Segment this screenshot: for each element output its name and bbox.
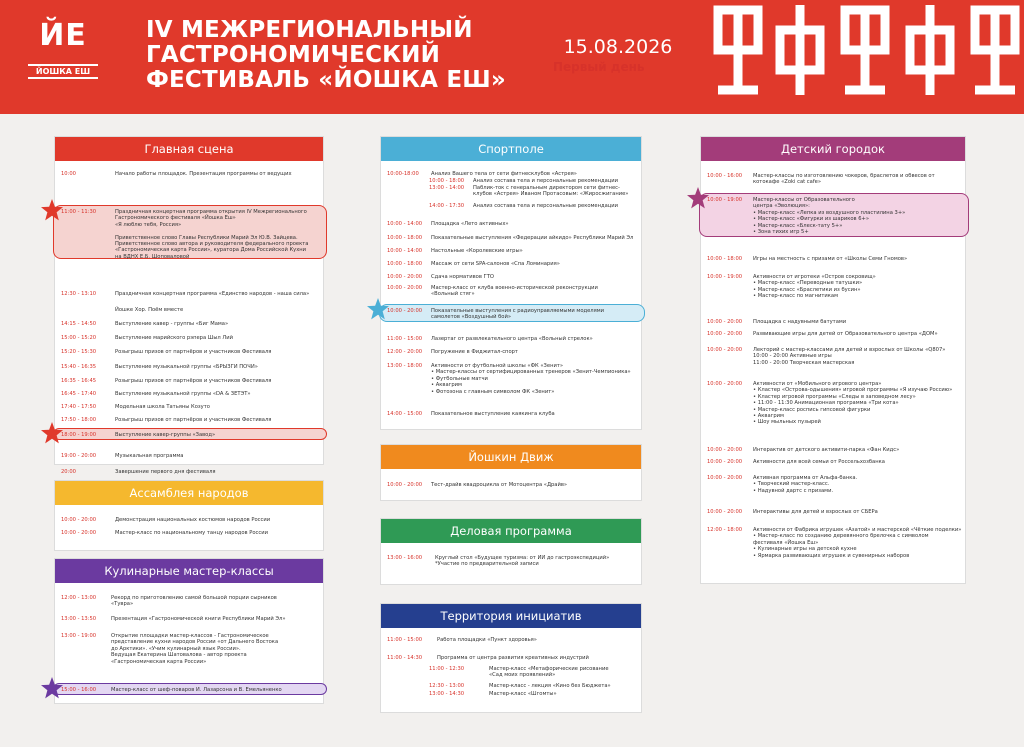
schedule-line: • Мастер-класс «Переводные татушки» <box>753 280 863 287</box>
star-icon <box>41 677 63 699</box>
schedule-time: 14:00 - 15:00 <box>387 411 423 417</box>
schedule-line: • Фотозона с главным символом ФК «Зенит» <box>431 388 555 395</box>
schedule-line: котокафе «Zoki cat cafe» <box>753 179 822 186</box>
schedule-line: • Мастер-классы от сертифицированных тренеров «Зенит-Чемпионика» <box>431 369 631 376</box>
schedule-line: • Творческий мастер-класс. <box>753 481 830 488</box>
schedule-time: 15:00 - 15:20 <box>61 335 97 341</box>
schedule-line: • Мастер-класс «Фигурки из шариков 6+» <box>753 216 870 223</box>
schedule-line: Выступление музыкальной группы «DA & ЗЕТЭТ» <box>115 391 251 397</box>
schedule-line: Мастер-класс от шеф-поваров И. Лазарсона и В. Емельяненко <box>111 687 282 693</box>
schedule-line: Анализ состава тела и персональные рекомендации <box>473 203 619 209</box>
schedule-time: 10:00 - 20:00 <box>707 319 743 325</box>
schedule-line: 11:00 - 20:00 Творческая мастерская <box>753 359 855 366</box>
schedule-line: Показательные выступления «Федерации айкидо» Республики Марий Эл <box>431 235 634 241</box>
territory-card <box>380 603 642 713</box>
assembly-card <box>54 480 324 551</box>
schedule-time: 11:00 - 11:30 <box>61 209 97 215</box>
territory-title: Территория инициатив <box>381 604 641 628</box>
schedule-time: 13:00 - 14:30 <box>429 691 465 697</box>
schedule-line: «Тувра» <box>111 601 134 608</box>
schedule-line: • Мастер-класс по магнитикам <box>753 293 838 300</box>
schedule-line: • Ярмарка развивающих игрушек и сувенирных наборов <box>753 552 910 559</box>
schedule-time: 20:00 <box>61 469 76 475</box>
schedule-line: Праздничная концертная программа «Единство народов - наша сила» <box>115 291 310 297</box>
schedule-line: Погружение в Фиджитал-спорт <box>431 349 518 355</box>
culinary-card <box>54 558 324 704</box>
schedule-line: • 11:00 - 11:30 Анимационная программа «Три кота» <box>753 400 899 407</box>
schedule-line: «Вольный стяг» <box>431 291 475 298</box>
title-line: ФЕСТИВАЛЬ «ЙОШКА ЕШ» <box>146 67 506 93</box>
header <box>0 0 1024 114</box>
schedule-time: 11:00 - 15:00 <box>387 637 423 643</box>
schedule-time: 13:00 - 18:00 <box>387 363 423 369</box>
star-icon <box>41 199 63 221</box>
schedule-line: Музыкальная программа <box>115 453 184 459</box>
culinary-title: Кулинарные мастер-классы <box>55 559 323 583</box>
schedule-line: • Аквагрим <box>753 413 784 419</box>
schedule-line: Площадка с надувными батутами <box>753 319 847 325</box>
schedule-line: фестиваля «Йошка Еш» <box>753 539 819 546</box>
schedule-line: Завершение первого дня фестиваля <box>115 469 216 475</box>
schedule-time: 14:15 - 14:50 <box>61 321 97 327</box>
schedule-time: 10:00 - 20:00 <box>707 509 743 515</box>
schedule-line: *Участие по предварительной записи <box>435 561 539 568</box>
schedule-line: Активности от «Мобильного игрового центра» <box>753 381 882 387</box>
schedule-line: Активности для всей семьи от Россельхозбанка <box>753 459 885 465</box>
schedule-line: Круглый стол «Будущее туризма: от ИИ до гастроэкспедиций» <box>435 555 610 561</box>
schedule-line: Сдача нормативов ГТО <box>431 274 494 280</box>
schedule-line: • Кластер игровой программы «Следы в заповедном лесу» <box>753 393 916 400</box>
schedule-line: • Зона тихих игр 5+ <box>753 229 809 235</box>
schedule-line: Выступление музыкальной группы «БРЫЗГИ ПОЧИ» <box>115 364 258 370</box>
detsky-card <box>700 136 966 584</box>
schedule-line: Гастрономического фестиваля «Йошка Еш» <box>115 215 236 222</box>
schedule-line: Модельная школа Татьяны Козуто <box>115 404 210 410</box>
schedule-time: 13:00 - 14:00 <box>429 185 465 191</box>
schedule-line: Открытие площадки мастер-классов - Гастрономическое <box>111 633 269 639</box>
schedule-time: 10:00 - 19:00 <box>707 197 743 203</box>
schedule-line: Мастер-класс - лекция «Кино без Бюджета» <box>489 683 611 689</box>
schedule-time: 19:00 - 20:00 <box>61 453 97 459</box>
schedule-time: 10:00 - 20:00 <box>387 285 423 291</box>
schedule-time: 10:00 - 18:00 <box>429 178 465 184</box>
schedule-line: • Надувной дартс с призами. <box>753 487 834 494</box>
schedule-time: 11:00 - 15:00 <box>387 336 423 342</box>
schedule-time: 10:00 - 20:00 <box>61 517 97 523</box>
schedule-time: 10:00 - 20:00 <box>387 308 423 314</box>
schedule-line: • Мастер-класс по созданию деревянного брелочка с символом <box>753 533 929 540</box>
schedule-line: Активности от Фабрика игрушек «Азатой» и мастерской «Чёткие поделки» <box>753 527 962 533</box>
schedule-time: 12:00 - 20:00 <box>387 349 423 355</box>
schedule-line: Мастер-класс от клуба военно-исторической реконструкции <box>431 285 598 291</box>
schedule-line: Мастер-класс по национальному танцу народов России <box>115 530 268 536</box>
schedule-line: «Я люблю тебя, Россия» <box>115 221 182 228</box>
schedule-time: 14:00 - 17:30 <box>429 203 465 209</box>
schedule-line: Приветственное слово автора и руководителя федерального проекта <box>115 241 309 247</box>
schedule-line: Площадка «Лето активных» <box>431 221 509 227</box>
schedule-line: Игры на местность с призами от «Школы Семи Гномов» <box>753 256 908 262</box>
schedule-time: 10:00 - 18:00 <box>387 235 423 241</box>
schedule-line: • Кластер «Островa-одышения» игровой программы «Я изучаю Россию» <box>753 387 953 394</box>
schedule-line: Паблик-ток с генеральным директором сети фитнес- <box>473 185 620 191</box>
schedule-time: 10:00 - 20:00 <box>707 475 743 481</box>
schedule-time: 15:40 - 16:35 <box>61 364 97 370</box>
schedule-line: 10:00 - 20:00 Активные игры <box>753 353 832 360</box>
schedule-line: Йошке Хор. Поём вместе <box>115 307 184 313</box>
schedule-line: Лазертаг от развлекательного центра «Вольный стрелок» <box>431 336 593 342</box>
schedule-line: • Футбольные матчи <box>431 375 488 382</box>
schedule-time: 11:00 - 14:30 <box>387 655 423 661</box>
schedule-time: 10:00 - 14:00 <box>387 221 423 227</box>
schedule-time: 12:00 - 18:00 <box>707 527 743 533</box>
festival-logo <box>28 18 98 88</box>
schedule-line: Показательные выступления с радиоуправляемыми моделями <box>431 308 605 314</box>
schedule-time: 12:30 - 13:00 <box>429 683 465 689</box>
main-stage-card <box>54 136 324 475</box>
schedule-time: 10:00-18:00 <box>387 171 419 177</box>
star-icon <box>41 422 63 444</box>
schedule-time: 10:00 - 18:00 <box>387 261 423 267</box>
schedule-line: Рекорд по приготовлению самой большой порции сырников <box>111 595 277 601</box>
schedule-line: Выступление кавер - группы «Биг Мама» <box>115 321 229 327</box>
schedule-time: 13:00 - 19:00 <box>61 633 97 639</box>
schedule-line: Массаж от сети SPA-салонов «Спа Ломинария» <box>431 261 560 267</box>
schedule-time: 17:50 - 18:00 <box>61 417 97 423</box>
yoshkin-card <box>380 444 642 501</box>
schedule-line: Мастер-классы от Образовательного <box>753 197 855 203</box>
schedule-time: 10:00 - 20:00 <box>387 482 423 488</box>
detsky-title: Детский городок <box>701 137 965 161</box>
schedule-time: 15:20 - 15:30 <box>61 349 97 355</box>
schedule-time: 10:00 <box>61 171 76 177</box>
schedule-time: 10:00 - 20:00 <box>707 459 743 465</box>
schedule-time: 10:00 - 20:00 <box>707 331 743 337</box>
schedule-line: Выступление кавер-группы «Завод» <box>115 432 216 438</box>
schedule-line: Активности от игротеки «Остров сокровищ» <box>753 274 876 280</box>
schedule-line: на ВДНХ Е.Б. Шоповаловой <box>115 253 190 260</box>
schedule-line: • Мастер-класс «Браслетики из бусин» <box>753 286 861 293</box>
title-line: IV МЕЖРЕГИОНАЛЬНЫЙ <box>146 17 473 43</box>
logo-text: ЙОШКА ЕШ <box>28 64 98 79</box>
schedule-line: Ведущая Екатерина Шатовалова - автор проекта <box>111 652 247 659</box>
schedule-line: Интерактив от детского активити-парка «Фан Кидс» <box>753 447 900 453</box>
schedule-time: 16:35 - 16:45 <box>61 378 97 384</box>
schedule-line: «Гастрономическая карта России», куратора Дома Российской Кухни <box>115 247 307 254</box>
schedule-line: • Кулинарные игры на детской кухне <box>753 546 857 553</box>
schedule-time: 12:30 - 13:10 <box>61 291 97 297</box>
schedule-time: 15:00 - 16:00 <box>61 687 97 693</box>
sportpole-card <box>380 136 642 430</box>
schedule-time: 10:00 - 20:00 <box>707 347 743 353</box>
schedule-line: • Мастер-класс «Блеск-тату 5+» <box>753 222 843 229</box>
schedule-line: Работа площадки «Пункт здоровья» <box>437 637 537 643</box>
star-icon <box>367 298 389 320</box>
schedule-line: клубов «Астрея» Иваном Протасовым: «Жиросжигание» <box>473 191 629 198</box>
schedule-line: «Гастрономическая карта России» <box>111 658 207 665</box>
schedule-line: Мастер-класс «Шгомты» <box>489 691 557 697</box>
schedule-line: Розыгрыш призов от партнёров и участников Фестиваля <box>115 378 272 384</box>
assembly-title: Ассамблея народов <box>55 481 323 505</box>
schedule-line: • Мастер-класс «Лепка из воздушного пластилина 3+» <box>753 209 906 216</box>
schedule-time: 10:00 - 20:00 <box>707 381 743 387</box>
festival-date <box>553 36 683 74</box>
logo-mark: ЙЕ <box>39 18 87 53</box>
schedule-line: Тест-драйв квадроцикла от Мотоцентра «Драйв» <box>431 482 568 488</box>
ornament-pattern-icon <box>700 0 1024 114</box>
schedule-line: Программа от центра развития креативных индустрий <box>437 655 589 661</box>
schedule-line: самолетов «Воздушный бой» <box>431 314 512 321</box>
schedule-line: Розыгрыш призов от партнёров и участников Фестиваля <box>115 417 272 423</box>
schedule-time: 10:00 - 19:00 <box>707 274 743 280</box>
schedule-line: Демонстрация национальных костюмов народов России <box>115 517 271 523</box>
schedule-line: • Мастер-класс роспись гипсовой фигурки <box>753 406 871 413</box>
schedule-line: • Аквагрим <box>431 382 462 389</box>
schedule-line: Анализ состава тела и персональные рекомендации <box>473 178 619 184</box>
schedule-time: 16:45 - 17:40 <box>61 391 97 397</box>
schedule-line: Развивающие игры для детей от Образовательного центра «ДОМ» <box>753 331 938 337</box>
schedule-time: 13:00 - 16:00 <box>387 555 423 561</box>
schedule-time: 10:00 - 20:00 <box>387 274 423 280</box>
schedule-line: Праздничная концертная программа открытия IV Межрегионального <box>115 209 307 215</box>
schedule-line: Выступление марийского рэпера Шыл Лий <box>115 335 234 341</box>
schedule-line: Настольные «Королевские игры» <box>431 248 523 254</box>
schedule-line: Начало работы площадок. Презентация программы от ведущих <box>115 171 292 177</box>
schedule-line: Лекторий с мастер-классами для детей и взрослых от Школы «Q807» <box>753 347 946 353</box>
day-label: Первый день <box>553 60 645 74</box>
schedule-time: 10:00 - 20:00 <box>61 530 97 536</box>
date-text: 15.08.2026 <box>563 36 673 58</box>
schedule-line: Мастер-класс «Метафорические рисование <box>489 666 609 672</box>
schedule-line: «Сад моих проявлений» <box>489 672 556 679</box>
main-stage-title: Главная сцена <box>55 137 323 161</box>
schedule-line: Активности от футбольной школы «ФК «Зенит» <box>431 363 564 369</box>
schedule-line: представление кухни народов России «от Дальнего Востока <box>111 639 279 646</box>
schedule-time: 10:00 - 16:00 <box>707 173 743 179</box>
schedule-line: до Арктики». «Учим кулинарный язык России». <box>111 645 241 652</box>
schedule-line: Активная программа от Альфа-банка. <box>753 475 858 481</box>
schedule-time: 10:00 - 18:00 <box>707 256 743 262</box>
business-card <box>380 518 642 585</box>
business-title: Деловая программа <box>381 519 641 543</box>
schedule-time: 18:00 - 19:00 <box>61 432 97 438</box>
schedule-line: • Шоу мыльных пузырей <box>753 419 821 426</box>
title-line: ГАСТРОНОМИЧЕСКИЙ <box>146 42 441 68</box>
schedule-line: Показательное выступление каякинга клуба <box>431 411 555 417</box>
schedule-time: 17:40 - 17:50 <box>61 404 97 410</box>
schedule-time: 10:00 - 14:00 <box>387 248 423 254</box>
schedule-line: Мастер-классы по изготовлению чокеров, браслетов и обвесов от <box>753 173 935 179</box>
sportpole-title: Спортполе <box>381 137 641 161</box>
schedule-line: Презентация «Гастрономической книги Республики Марий Эл» <box>111 616 286 622</box>
schedule-line: центра «Эволюция»: <box>753 203 810 210</box>
festival-title <box>146 18 506 93</box>
schedule-line: Приветственное слово Главы Республики Марий Эл Ю.В. Зайцева. <box>115 234 298 241</box>
star-icon <box>687 187 709 209</box>
yoshkin-title: Йошкин Движ <box>381 445 641 469</box>
schedule-line: Интерактивы для детей и взрослых от СБЕРа <box>753 509 878 515</box>
schedule-line: Розыгрыш призов от партнёров и участников Фестиваля <box>115 349 272 355</box>
schedule-time: 10:00 - 20:00 <box>707 447 743 453</box>
schedule-line: Анализ Вашего тела от сети фитнесклубов «Астрея» <box>431 171 577 177</box>
schedule-time: 11:00 - 12:30 <box>429 666 465 672</box>
schedule-time: 12:00 - 13:00 <box>61 595 97 601</box>
schedule-time: 13:00 - 13:50 <box>61 616 97 622</box>
